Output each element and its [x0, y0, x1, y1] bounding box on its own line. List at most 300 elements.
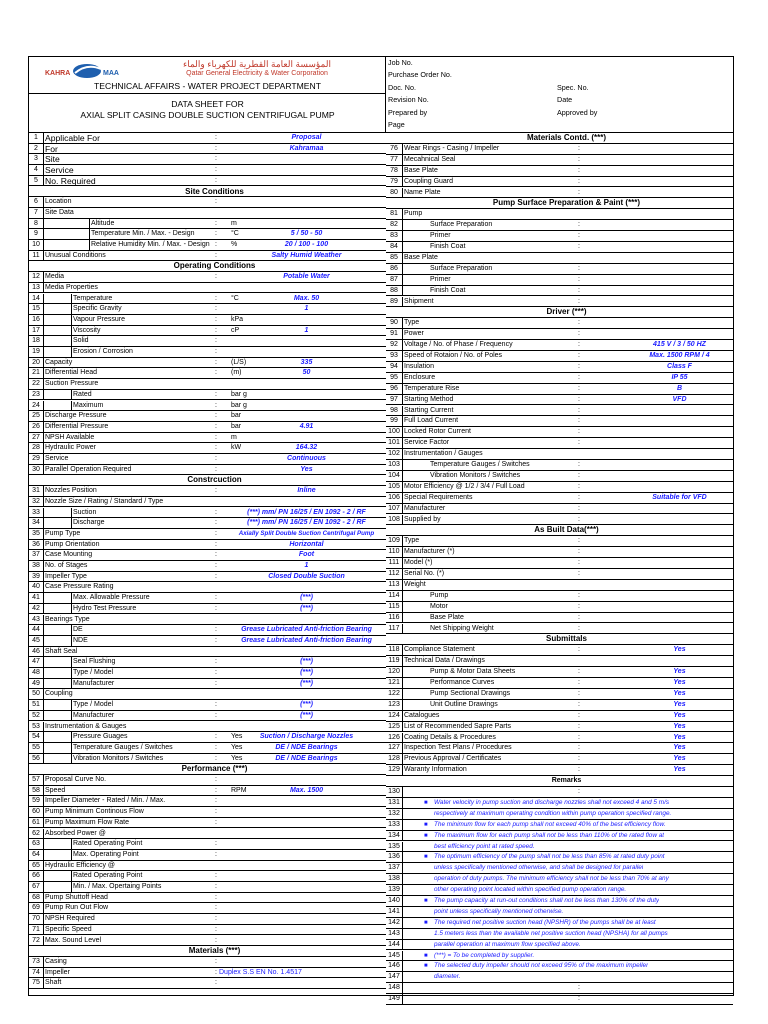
row-number: 116 — [386, 613, 403, 623]
sheet-row — [29, 829, 386, 840]
row-value[interactable]: (***) — [300, 679, 313, 687]
sheet-row — [29, 936, 386, 947]
remark-text: Water velocity in pump suction and discharge nozzles shall not exceed 4 and 5 m/s — [434, 798, 670, 806]
colon-separator: : — [578, 504, 580, 512]
row-label: Impeller Type — [45, 572, 87, 580]
row-value[interactable]: (***) — [300, 604, 313, 612]
colon-separator: : — [215, 144, 217, 152]
sheet-row — [386, 831, 733, 842]
row-number: 60 — [29, 807, 44, 817]
sheet-row — [29, 679, 386, 690]
colon-separator: : — [215, 562, 217, 569]
row-value[interactable]: 20 / 100 - 100 — [284, 241, 329, 248]
row-value[interactable]: IP 55 — [671, 373, 688, 381]
section-title: As Built Data(***) — [534, 525, 599, 535]
sheet-row — [29, 379, 386, 390]
row-number: 119 — [386, 656, 403, 666]
row-number: 79 — [386, 177, 403, 187]
sheet-row — [386, 177, 733, 188]
row-value[interactable]: Yes — [673, 668, 686, 676]
row-number: 9 — [29, 229, 44, 239]
sheet-row — [386, 493, 733, 504]
section-title: Site Conditions — [185, 186, 244, 196]
sheet-row — [29, 518, 386, 529]
row-number: 78 — [386, 166, 403, 176]
row-value[interactable]: Suction / Discharge Nozzles — [259, 733, 354, 741]
colon-separator: : — [215, 444, 217, 452]
row-number: 3 — [29, 154, 44, 164]
row-unit: (L/S) — [231, 358, 247, 366]
sheet-row — [29, 486, 386, 497]
sheet-row — [386, 733, 733, 744]
sheet-row — [29, 582, 386, 593]
row-value[interactable]: Salty Humid Weather — [271, 251, 342, 259]
row-value[interactable]: 1 — [304, 562, 309, 569]
sheet-row — [29, 197, 386, 208]
row-label: Differential Head — [45, 369, 98, 377]
section-title: Driver (***) — [546, 307, 587, 317]
colon-separator: : — [215, 658, 217, 666]
row-label: For — [45, 143, 58, 154]
row-value[interactable]: Duplex S.S EN No. 1.4517 — [219, 968, 302, 976]
row-value[interactable]: Kahramaa — [289, 144, 324, 152]
row-number: 48 — [29, 668, 44, 678]
colon-separator: : — [578, 352, 580, 359]
row-label: Case Pressure Rating — [45, 583, 114, 591]
row-number: 4 — [29, 165, 44, 175]
row-label: Type — [404, 537, 420, 545]
sheet-row — [29, 657, 386, 668]
row-value[interactable]: Grease Lubricated Anti-friction Bearing — [241, 626, 372, 634]
row-number: 59 — [29, 796, 44, 806]
row-label: Rated Operating Point — [73, 840, 143, 848]
colon-separator: : — [215, 315, 217, 323]
data-sheet-title: DATA SHEET FOR AXIAL SPLIT CASING DOUBLE SUCTION CENTRIFUGAL PUMP — [80, 99, 335, 120]
row-number: 83 — [386, 231, 403, 241]
row-value[interactable]: 164.32 — [295, 444, 318, 452]
remark-text: best efficiency point at rated speed. — [434, 842, 535, 850]
sheet-row — [386, 504, 733, 515]
section-title: Materials Contd. (***) — [526, 133, 607, 142]
row-value[interactable]: Continuous — [287, 455, 326, 462]
remark-text: operation of duty pumps. The minimum efficiency shall not be less than 70% at any — [434, 875, 669, 883]
row-value[interactable]: Max. 50 — [293, 294, 320, 302]
row-label: Type / Model — [73, 701, 114, 709]
row-number: 36 — [29, 540, 44, 550]
sheet-row — [386, 351, 733, 362]
colon-separator: : — [215, 743, 217, 751]
remark-text: The optimum efficiency of the pump shall not be less than 85% at rated duty point — [434, 853, 665, 861]
sheet-row — [29, 529, 386, 540]
row-number: 87 — [386, 275, 403, 285]
sheet-row — [386, 743, 733, 754]
row-number: 125 — [386, 722, 403, 732]
row-number: 67 — [29, 882, 44, 892]
sheet-row — [386, 809, 733, 820]
row-label: Manufacturer — [404, 504, 446, 512]
row-value[interactable]: Yes — [673, 766, 686, 774]
colon-separator: : — [215, 850, 217, 858]
row-number: 40 — [29, 582, 44, 592]
row-value[interactable]: Yes — [673, 733, 686, 741]
section-title: Pump Surface Preparation & Paint (***) — [492, 198, 641, 208]
row-value[interactable]: Class F — [667, 362, 692, 370]
sheet-row — [29, 401, 386, 412]
colon-separator: : — [578, 243, 580, 250]
row-value[interactable]: Max. 1500 RPM / 4 — [649, 352, 710, 359]
sheet-row — [386, 569, 733, 580]
doc-no-label: Doc. No. — [388, 83, 416, 92]
row-number: 35 — [29, 529, 44, 539]
remark-text: other operating point located within specified pump operation range. — [434, 886, 627, 894]
sheet-row — [386, 983, 733, 994]
row-number: 80 — [386, 188, 403, 198]
row-number: 98 — [386, 406, 403, 416]
row-value[interactable]: 335 — [300, 358, 313, 366]
sheet-row — [386, 264, 733, 275]
sheet-row — [386, 863, 733, 874]
row-number: 96 — [386, 384, 403, 394]
colon-separator: : — [578, 548, 580, 556]
row-label: DE — [73, 626, 83, 634]
colon-separator: : — [215, 465, 217, 473]
row-label: Casing — [45, 957, 67, 965]
colon-separator: : — [215, 957, 217, 965]
row-value[interactable]: Axially Split Double Suction Centrifugal Pump — [238, 529, 375, 537]
colon-separator: : — [215, 487, 217, 495]
row-number: 31 — [29, 486, 44, 496]
colon-separator: : — [578, 733, 580, 741]
row-value[interactable]: (***) mm/ PN 16/25 / EN 1092 - 2 / RF — [247, 519, 366, 527]
row-label: Finish Coat — [430, 243, 466, 250]
sheet-row — [386, 209, 733, 220]
sheet-row — [29, 968, 386, 979]
colon-separator: : — [215, 294, 217, 302]
colon-separator: : — [578, 319, 580, 327]
revision-no-label: Revision No. — [388, 95, 429, 104]
row-number: 51 — [29, 700, 44, 710]
colon-separator: : — [215, 701, 217, 709]
row-number: 92 — [386, 340, 403, 350]
row-value[interactable]: (***) — [300, 701, 313, 709]
row-number: 38 — [29, 561, 44, 571]
sheet-row — [386, 482, 733, 493]
colon-separator: : — [578, 744, 580, 752]
row-unit: RPM — [231, 786, 247, 794]
row-label: Applicable For — [45, 133, 100, 143]
sheet-row — [386, 558, 733, 569]
row-number: 16 — [29, 315, 44, 325]
row-value[interactable]: Grease Lubricated Anti-friction Bearing — [241, 636, 372, 644]
sheet-row — [386, 874, 733, 885]
row-label: Pump & Motor Data Sheets — [430, 668, 516, 676]
row-label: Speed — [45, 786, 66, 794]
row-value[interactable]: Yes — [673, 755, 686, 763]
colon-separator: : — [215, 412, 217, 420]
row-value[interactable]: Yes — [673, 679, 686, 686]
row-value[interactable]: Suitable for VFD — [652, 493, 707, 501]
row-label: Pressure Guages — [73, 733, 128, 741]
remark-text: parallel operation at maximum flow specified above. — [434, 940, 581, 948]
row-value[interactable]: DE / NDE Bearings — [275, 743, 338, 751]
row-number: 28 — [29, 443, 44, 453]
remark-text: respectively at maximum operating condition within pump operation specified range. — [434, 809, 672, 817]
row-number: 105 — [386, 482, 403, 492]
remark-text: 1.5 meters less than the available net positive suction head (NPSHA) for all pumps — [434, 929, 668, 937]
row-number: 114 — [386, 591, 403, 601]
row-value[interactable]: Yes — [673, 711, 686, 719]
row-value[interactable]: 415 V / 3 / 50 HZ — [653, 341, 706, 349]
row-number: 133 — [386, 820, 403, 830]
colon-separator: : — [578, 417, 580, 425]
row-label: Starting Current — [404, 406, 454, 414]
row-label: Specific Gravity — [73, 305, 122, 313]
row-label: Pump Orientation — [45, 540, 100, 548]
row-number: 94 — [386, 362, 403, 372]
row-number: 130 — [386, 787, 403, 797]
section-heading — [386, 525, 733, 536]
row-number: 134 — [386, 831, 403, 841]
sheet-row — [386, 645, 733, 656]
colon-separator: : — [578, 155, 580, 163]
row-label: Unusual Conditions — [45, 251, 106, 259]
sheet-row — [29, 593, 386, 604]
sheet-row — [29, 732, 386, 743]
row-unit: bar g — [231, 401, 247, 409]
sheet-row — [29, 689, 386, 700]
row-value[interactable]: (***) — [300, 658, 313, 666]
row-number: 58 — [29, 786, 44, 796]
colon-separator: : — [215, 893, 217, 901]
sheet-row — [386, 427, 733, 438]
row-value[interactable]: VFD — [672, 395, 687, 403]
colon-separator: : — [215, 358, 217, 366]
row-number: 147 — [386, 972, 403, 982]
row-label: Discharge Pressure — [45, 412, 107, 420]
colon-separator: : — [215, 251, 217, 259]
sheet-row — [29, 368, 386, 379]
row-value[interactable]: Yes — [673, 700, 686, 708]
corp-name-english: Qatar General Electricity & Water Corporation — [186, 70, 328, 77]
row-number: 107 — [386, 504, 403, 514]
row-number: 43 — [29, 615, 44, 625]
sheet-row — [29, 326, 386, 337]
row-number: 5 — [29, 176, 44, 186]
row-label: Media Properties — [45, 283, 98, 291]
row-value[interactable]: Proposal — [291, 134, 322, 141]
sheet-row — [29, 347, 386, 358]
sheet-row — [386, 602, 733, 613]
colon-separator: : — [215, 979, 217, 987]
sheet-row — [386, 842, 733, 853]
row-number: 54 — [29, 732, 44, 742]
sheet-row — [29, 443, 386, 454]
row-value[interactable]: (***) — [300, 594, 313, 602]
row-label: Inspection Test Plans / Procedures — [404, 744, 512, 752]
row-number: 14 — [29, 294, 44, 304]
row-number: 99 — [386, 416, 403, 426]
colon-separator: : — [215, 818, 217, 826]
sheet-row — [29, 315, 386, 326]
row-number: 84 — [386, 242, 403, 252]
sheet-row — [29, 133, 386, 144]
row-value[interactable]: Max. 1500 — [289, 786, 324, 794]
row-value[interactable]: Foot — [298, 551, 315, 559]
sheet-row — [386, 798, 733, 809]
row-label: Base Plate — [430, 613, 464, 621]
bullet-icon: ■ — [424, 952, 428, 959]
sheet-row — [386, 220, 733, 231]
row-value[interactable]: (***) — [300, 669, 313, 676]
corp-name-arabic: المؤسسة العامة القطرية للكهرباء والماء — [183, 59, 331, 69]
row-number: 29 — [29, 454, 44, 464]
row-label: Weight — [404, 580, 426, 588]
row-number: 128 — [386, 754, 403, 764]
row-label: Proposal Curve No. — [45, 776, 107, 783]
row-label: Surface Preparation — [430, 221, 493, 229]
remark-text: (***) = To be completed by supplier. — [434, 951, 535, 959]
row-number: 137 — [386, 863, 403, 873]
row-number: 124 — [386, 711, 403, 721]
colon-separator: : — [578, 766, 580, 774]
row-number: 104 — [386, 471, 403, 481]
row-value[interactable]: Closed Double Suction — [268, 572, 345, 580]
row-value[interactable]: Yes — [673, 722, 686, 730]
row-value[interactable]: Horizontal — [289, 540, 324, 548]
sheet-row — [29, 711, 386, 722]
row-number: 122 — [386, 689, 403, 699]
row-number: 50 — [29, 689, 44, 699]
row-value[interactable]: 5 / 50 - 50 — [290, 230, 323, 238]
row-value[interactable]: 4.91 — [299, 422, 314, 430]
row-value[interactable]: 1 — [304, 326, 309, 334]
colon-separator: : — [215, 572, 217, 580]
sheet-row — [29, 497, 386, 508]
colon-separator: : — [215, 273, 217, 281]
colon-separator: : — [215, 337, 217, 345]
sheet-row — [29, 540, 386, 551]
row-number: 109 — [386, 536, 403, 546]
row-value[interactable]: Yes — [673, 646, 686, 654]
row-label: Nozzles Position — [45, 487, 97, 495]
row-number: 113 — [386, 580, 403, 590]
row-number: 6 — [29, 197, 44, 207]
row-value[interactable]: DE / NDE Bearings — [275, 754, 338, 762]
colon-separator: : — [215, 679, 217, 687]
row-number: 25 — [29, 411, 44, 421]
row-number: 72 — [29, 936, 44, 946]
colon-separator: : — [578, 406, 580, 414]
bullet-icon: ■ — [424, 821, 428, 828]
sheet-row — [386, 711, 733, 722]
row-label: Pump Minimum Continous Flow — [45, 808, 144, 816]
sheet-row — [386, 624, 733, 635]
colon-separator: : — [578, 689, 580, 697]
row-number: 34 — [29, 518, 44, 528]
sheet-row — [386, 395, 733, 406]
row-number: 118 — [386, 645, 403, 655]
sheet-row — [29, 871, 386, 882]
row-number: 108 — [386, 515, 403, 525]
colon-separator: : — [215, 872, 217, 880]
row-label: Service Factor — [404, 439, 450, 447]
row-label: Insulation — [404, 362, 434, 370]
row-label: Finish Coat — [430, 286, 466, 294]
sheet-row — [386, 515, 733, 526]
row-number: 56 — [29, 754, 44, 764]
row-number: 141 — [386, 907, 403, 917]
row-label: Service — [45, 165, 74, 176]
sheet-row — [29, 647, 386, 658]
row-label: Coating Details & Procedures — [404, 733, 496, 741]
colon-separator: : — [215, 840, 217, 848]
sheet-row — [29, 903, 386, 914]
sheet-row — [29, 550, 386, 561]
row-value[interactable]: B — [676, 384, 683, 392]
row-unit: bar — [231, 412, 242, 420]
row-value[interactable]: 50 — [302, 369, 311, 377]
sheet-row — [29, 850, 386, 861]
colon-separator: : — [578, 711, 580, 719]
row-label: Case Mounting — [45, 551, 93, 559]
sheet-row — [386, 144, 733, 155]
remark-text: The pump capacity at run-out conditions shall not be less than 130% of the duty — [434, 897, 660, 904]
colon-separator: : — [215, 925, 217, 933]
row-value[interactable]: Yes — [673, 744, 686, 752]
colon-separator: : — [578, 559, 580, 567]
row-number: 44 — [29, 625, 44, 635]
row-number: 112 — [386, 569, 403, 579]
sheet-row — [29, 251, 386, 262]
sheet-row — [29, 465, 386, 476]
colon-separator: : — [215, 551, 217, 559]
colon-separator: : — [578, 384, 580, 392]
section-heading — [29, 261, 386, 272]
colon-separator: : — [578, 679, 580, 686]
row-label: Power — [404, 330, 424, 338]
row-value[interactable]: (***) — [300, 711, 313, 719]
row-value[interactable]: Yes — [300, 465, 313, 473]
row-value[interactable]: Yes — [673, 689, 686, 697]
row-number: 19 — [29, 347, 44, 357]
row-label: NPSH Required — [45, 915, 95, 923]
colon-separator: : — [215, 519, 217, 527]
sheet-row — [29, 754, 386, 765]
sheet-row — [386, 961, 733, 972]
row-label: Voltage / No. of Phase / Frequency — [404, 341, 513, 349]
row-number: 33 — [29, 508, 44, 518]
row-label: Erosion / Corrosion — [73, 348, 133, 355]
row-number: 97 — [386, 395, 403, 405]
sheet-row — [386, 166, 733, 177]
row-label: NPSH Available — [45, 433, 95, 441]
sheet-row — [386, 591, 733, 602]
row-number: 46 — [29, 647, 44, 657]
remark-text: point unless specifically mentioned otherwise. — [434, 907, 564, 915]
row-value[interactable]: (***) mm/ PN 16/25 / EN 1092 - 2 / RF — [247, 508, 366, 516]
sheet-row — [29, 925, 386, 936]
colon-separator: : — [215, 883, 217, 890]
row-value[interactable]: 1 — [304, 305, 309, 313]
colon-separator: : — [578, 439, 580, 447]
row-value[interactable]: Potable Water — [283, 273, 330, 281]
row-value[interactable]: Inline — [297, 487, 316, 495]
remark-text: diameter. — [434, 973, 461, 981]
colon-separator: : — [578, 286, 580, 294]
section-heading — [386, 634, 733, 645]
row-label: Suction Pressure — [45, 380, 99, 388]
section-title: Remarks — [551, 777, 582, 785]
